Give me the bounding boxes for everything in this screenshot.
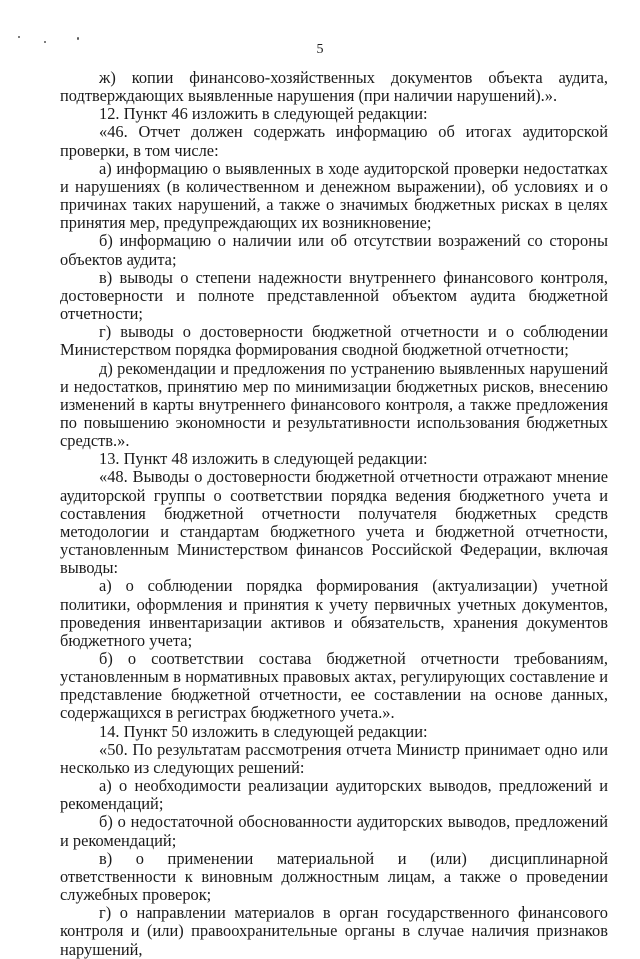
paragraph: «50. По результатам рассмотрения отчета Министр принимает одно или несколько из следующих решений: <box>60 739 608 777</box>
page-number: 5 <box>316 42 324 57</box>
paragraph: 12. Пункт 46 изложить в следующей редакции: <box>99 104 428 124</box>
paragraph: а) о необходимости реализации аудиторских выводов, предложений и рекомендаций; <box>60 776 608 814</box>
paragraph: в) о применении материальной и (или) дисциплинарной ответственности к виновным должностным лицам, а также о проведении служебных проверок; <box>60 848 608 905</box>
paragraph: б) о соответствии состава бюджетной отчетности требованиям, установленным в нормативных правовых актах, регулирующих составление и представление бюджетной отчетности, ее составлении на основе данных, содержащихся в регистрах бюджетного учета.». <box>60 649 608 723</box>
paragraph: 13. Пункт 48 изложить в следующей редакции: <box>99 449 428 469</box>
paragraph: 14. Пункт 50 изложить в следующей редакции: <box>99 721 428 741</box>
paragraph: б) информацию о наличии или об отсутствии возражений со стороны объектов аудита; <box>60 231 608 269</box>
paragraph: а) информацию о выявленных в ходе аудиторской проверки недостатках и нарушениях (в количественном и денежном выражении), об условиях и о причинах таких нарушений, а также о значимых бюджетных рисках в целях принятия мер, предупреждающих их возникновение; <box>60 158 608 233</box>
paragraph: а) о соблюдении порядка формирования (актуализации) учетной политики, оформления и принятия к учету первичных учетных документов, проведения инвентаризации активов и обязательств, хранения документов бюджетного учета; <box>60 576 608 650</box>
scan-speck <box>18 36 20 38</box>
paragraph: «48. Выводы о достоверности бюджетной отчетности отражают мнение аудиторской группы о соответствии порядка ведения бюджетного учета и составления бюджетной отчетности получателя бюджетных средств методологии и стандартам бюджетного учета и бюджетной отчетности, установленным Министерством финансов Российской Федерации, включая выводы: <box>60 467 608 578</box>
document-body <box>60 69 608 959</box>
paragraph: ж) копии финансово-хозяйственных документов объекта аудита, подтверждающих выявленные нарушения (при наличии нарушений).». <box>60 68 608 106</box>
paragraph: г) о направлении материалов в орган государственного финансового контроля и (или) правоохранительные органы в случае наличия признаков нарушений, <box>60 903 608 959</box>
scan-speck <box>77 37 79 40</box>
paragraph: г) выводы о достоверности бюджетной отчетности и о соблюдении Министерством порядка формирования сводной бюджетной отчетности; <box>60 322 608 360</box>
paragraph: д) рекомендации и предложения по устранению выявленных нарушений и недостатков, принятию мер по минимизации бюджетных рисков, внесению изменений в карты внутреннего финансового контроля, а также предложения по повышению экономности и результативности использования бюджетных средств.». <box>60 358 608 451</box>
paragraph: б) о недостаточной обоснованности аудиторских выводов, предложений и рекомендаций; <box>60 812 608 850</box>
paragraph: в) выводы о степени надежности внутреннего финансового контроля, достоверности и полноте представленной объектом аудита бюджетной отчетности; <box>60 267 608 324</box>
paragraph: «46. Отчет должен содержать информацию об итогах аудиторской проверки, в том числе: <box>60 122 608 160</box>
